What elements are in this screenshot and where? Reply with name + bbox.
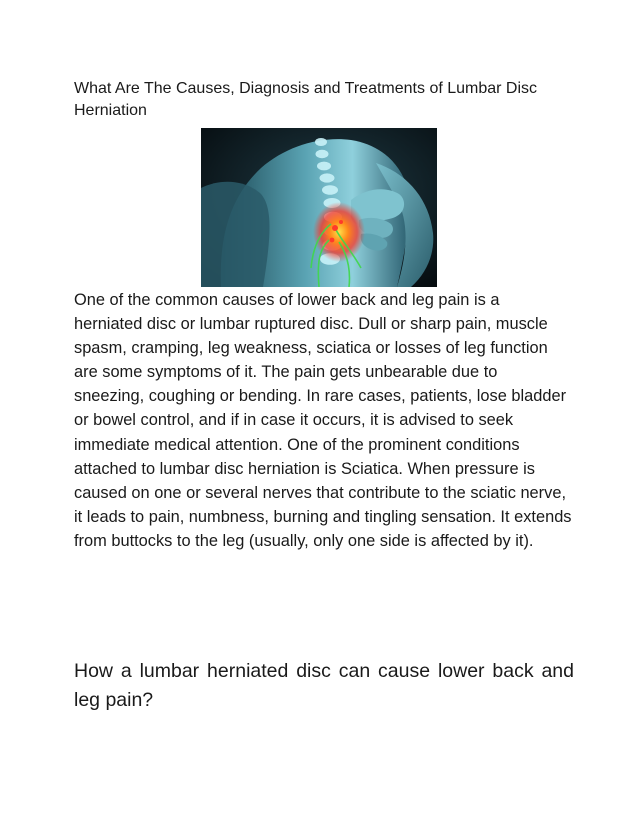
back-pain-image — [201, 128, 437, 287]
document-title: What Are The Causes, Diagnosis and Treatments of Lumbar Disc Herniation — [74, 80, 538, 119]
intro-paragraph: One of the common causes of lower back and leg pain is a herniated disc or lumbar ruptured disc. Dull or sharp pain, muscle spasm, cramping, leg weakness, sciatica or losses of leg function are some symptoms of it. The pain gets unbearable due to sneezing, coughing or bending. In rare cases, patients, lose bladder or bowel control, and if in case it occurs, it is advised to seek immediate medical attention. One of the prominent conditions attached to lumbar disc herniation is Sciatica. When pressure is caused on one or several nerves that contribute to the sciatic nerve, it leads to pain, numbness, burning and tingling sensation. It extends from buttocks to the leg (usually, only one side is affected by it). — [74, 291, 572, 550]
section-heading: How a lumbar herniated disc can cause lower back and leg pain? — [74, 660, 574, 711]
